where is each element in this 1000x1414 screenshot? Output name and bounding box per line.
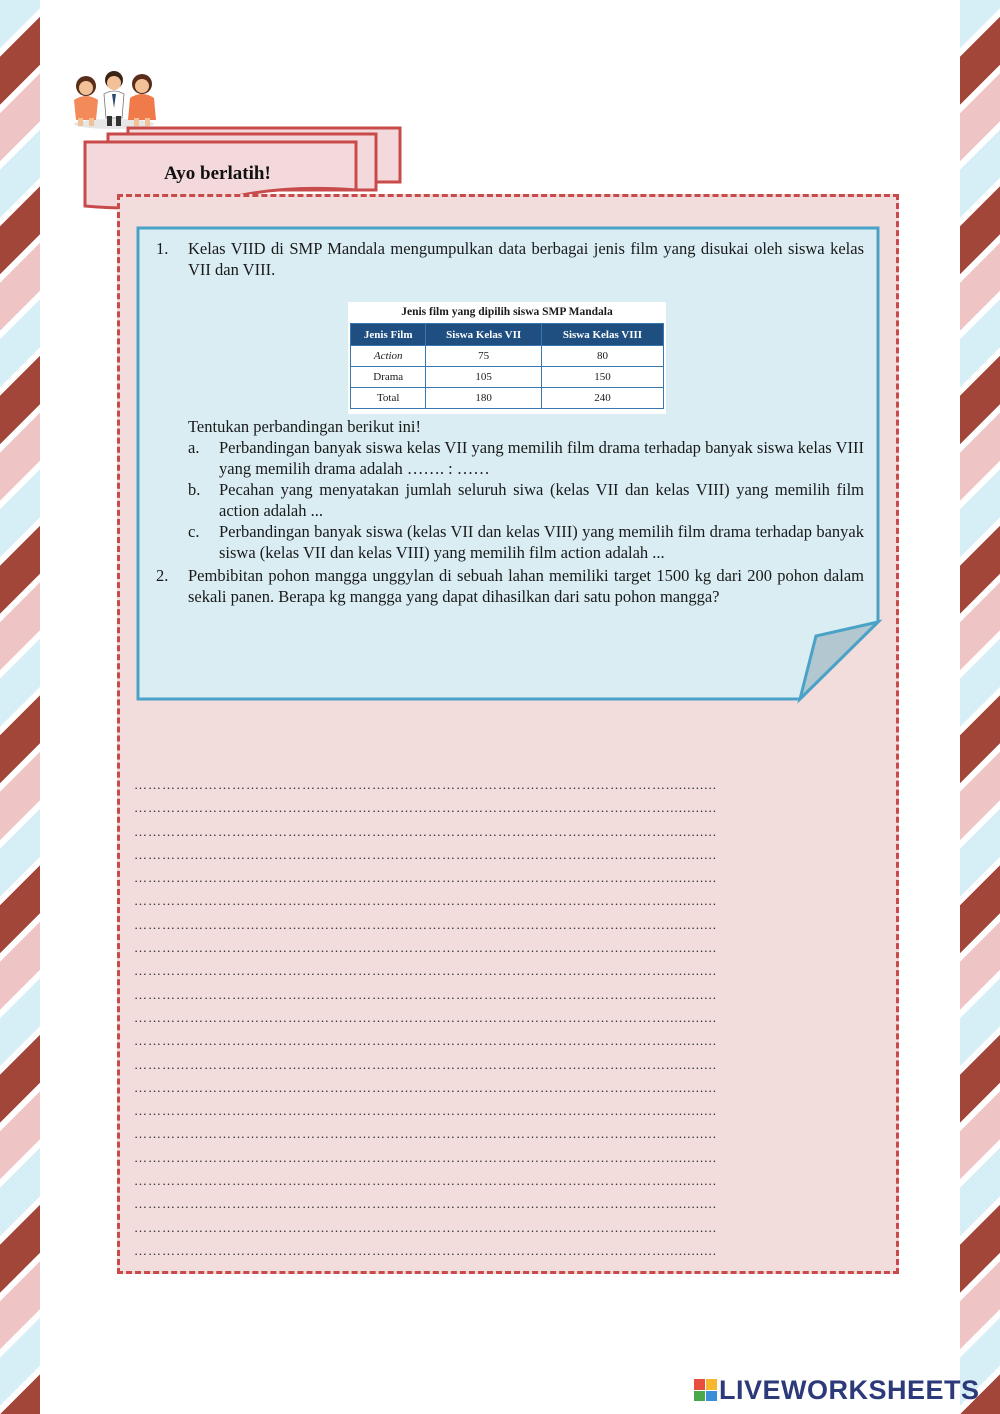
answer-line[interactable]: ……………………………………………………………………………………………………............ (134, 963, 717, 979)
answer-line[interactable]: ……………………………………………………………………………………………………............ (134, 1103, 717, 1119)
table-header: Jenis Film (351, 324, 426, 346)
sub-question-letter: a. (188, 438, 200, 457)
sub-question-text: Perbandingan banyak siswa (kelas VII dan kelas VIII) yang memilih film drama terhadap banyak siswa (kelas VII dan kelas VIII) yang memilih film action adalah ... (219, 522, 864, 562)
table-cell: 180 (426, 388, 542, 409)
sub-question-c (188, 521, 864, 563)
answer-line[interactable]: ……………………………………………………………………………………………………............ (134, 940, 717, 956)
answer-line[interactable]: ……………………………………………………………………………………………………............ (134, 1149, 717, 1165)
table-row (351, 388, 664, 409)
answer-line[interactable]: ……………………………………………………………………………………………………............ (134, 986, 717, 1002)
section-title: Ayo berlatih! (164, 163, 271, 184)
table-cell: 80 (541, 346, 663, 367)
sub-question-list (188, 416, 864, 563)
answer-line[interactable]: ……………………………………………………………………………………………………............ (134, 800, 717, 816)
question-text: Kelas VIID di SMP Mandala mengumpulkan data berbagai jenis film yang disukai oleh siswa kelas VII dan VIII. (188, 239, 864, 279)
answer-lines (134, 776, 884, 1265)
sub-question-letter: b. (188, 480, 201, 499)
liveworksheets-logo (694, 1374, 980, 1406)
question-text: Pembibitan pohon mangga unggylan di sebuah lahan memiliki target 1500 kg dari 200 pohon dalam sekali panen. Berapa kg mangga yang dapat dihasilkan dari satu pohon mangga? (188, 566, 864, 606)
answer-line[interactable]: ……………………………………………………………………………………………………............ (134, 823, 717, 839)
answer-line[interactable]: ……………………………………………………………………………………………………............ (134, 870, 717, 886)
question-2 (156, 565, 864, 607)
table-cell: 75 (426, 346, 542, 367)
sub-question-text: Perbandingan banyak siswa kelas VII yang memilih film drama terhadap banyak siswa kelas VIII yang memilih drama adalah ……. : …… (219, 438, 864, 478)
table-header: Siswa Kelas VII (426, 324, 542, 346)
right-decorative-stripe (960, 0, 1000, 1414)
question-number: 2. (156, 566, 169, 585)
answer-line[interactable]: ……………………………………………………………………………………………………............ (134, 1056, 717, 1072)
film-data-table (348, 302, 666, 414)
table-cell: Total (351, 388, 426, 409)
sub-question-b (188, 479, 864, 521)
question-number: 1. (156, 239, 169, 258)
table-cell: Drama (351, 367, 426, 388)
instruction-text: Tentukan perbandingan berikut ini! (188, 417, 421, 436)
answer-line[interactable]: ……………………………………………………………………………………………………............ (134, 1196, 717, 1212)
table-cell: 150 (541, 367, 663, 388)
table-row (351, 367, 664, 388)
table-cell: Action (351, 346, 426, 367)
answer-line[interactable]: ……………………………………………………………………………………………………............ (134, 893, 717, 909)
answer-line[interactable]: ……………………………………………………………………………………………………............ (134, 916, 717, 932)
question-1 (156, 238, 864, 280)
table-header: Siswa Kelas VIII (541, 324, 663, 346)
answer-line[interactable]: ……………………………………………………………………………………………………............ (134, 1219, 717, 1235)
logo-mark-icon (694, 1379, 716, 1401)
sub-question-a (188, 437, 864, 479)
left-decorative-stripe (0, 0, 40, 1414)
table-row (351, 346, 664, 367)
answer-line[interactable]: ……………………………………………………………………………………………………............ (134, 1173, 717, 1189)
children-illustration (64, 66, 168, 130)
answer-line[interactable]: ……………………………………………………………………………………………………............ (134, 777, 717, 792)
table-caption: Jenis film yang dipilih siswa SMP Mandala (401, 306, 613, 318)
answer-line[interactable]: ……………………………………………………………………………………………………............ (134, 1009, 717, 1025)
sub-question-text: Pecahan yang menyatakan jumlah seluruh siwa (kelas VII dan kelas VIII) yang memilih film action adalah ... (219, 480, 864, 520)
table-cell: 240 (541, 388, 663, 409)
answer-line[interactable]: ……………………………………………………………………………………………………............ (134, 1033, 717, 1049)
sub-question-letter: c. (188, 522, 200, 541)
table-cell: 105 (426, 367, 542, 388)
answer-line[interactable]: ……………………………………………………………………………………………………............ (134, 1126, 717, 1142)
logo-text: LIVEWORKSHEETS (719, 1374, 980, 1405)
answer-line[interactable]: ……………………………………………………………………………………………………............ (134, 1079, 717, 1095)
answer-line[interactable]: ……………………………………………………………………………………………………............ (134, 1242, 717, 1258)
answer-line[interactable]: ……………………………………………………………………………………………………............ (134, 846, 717, 862)
